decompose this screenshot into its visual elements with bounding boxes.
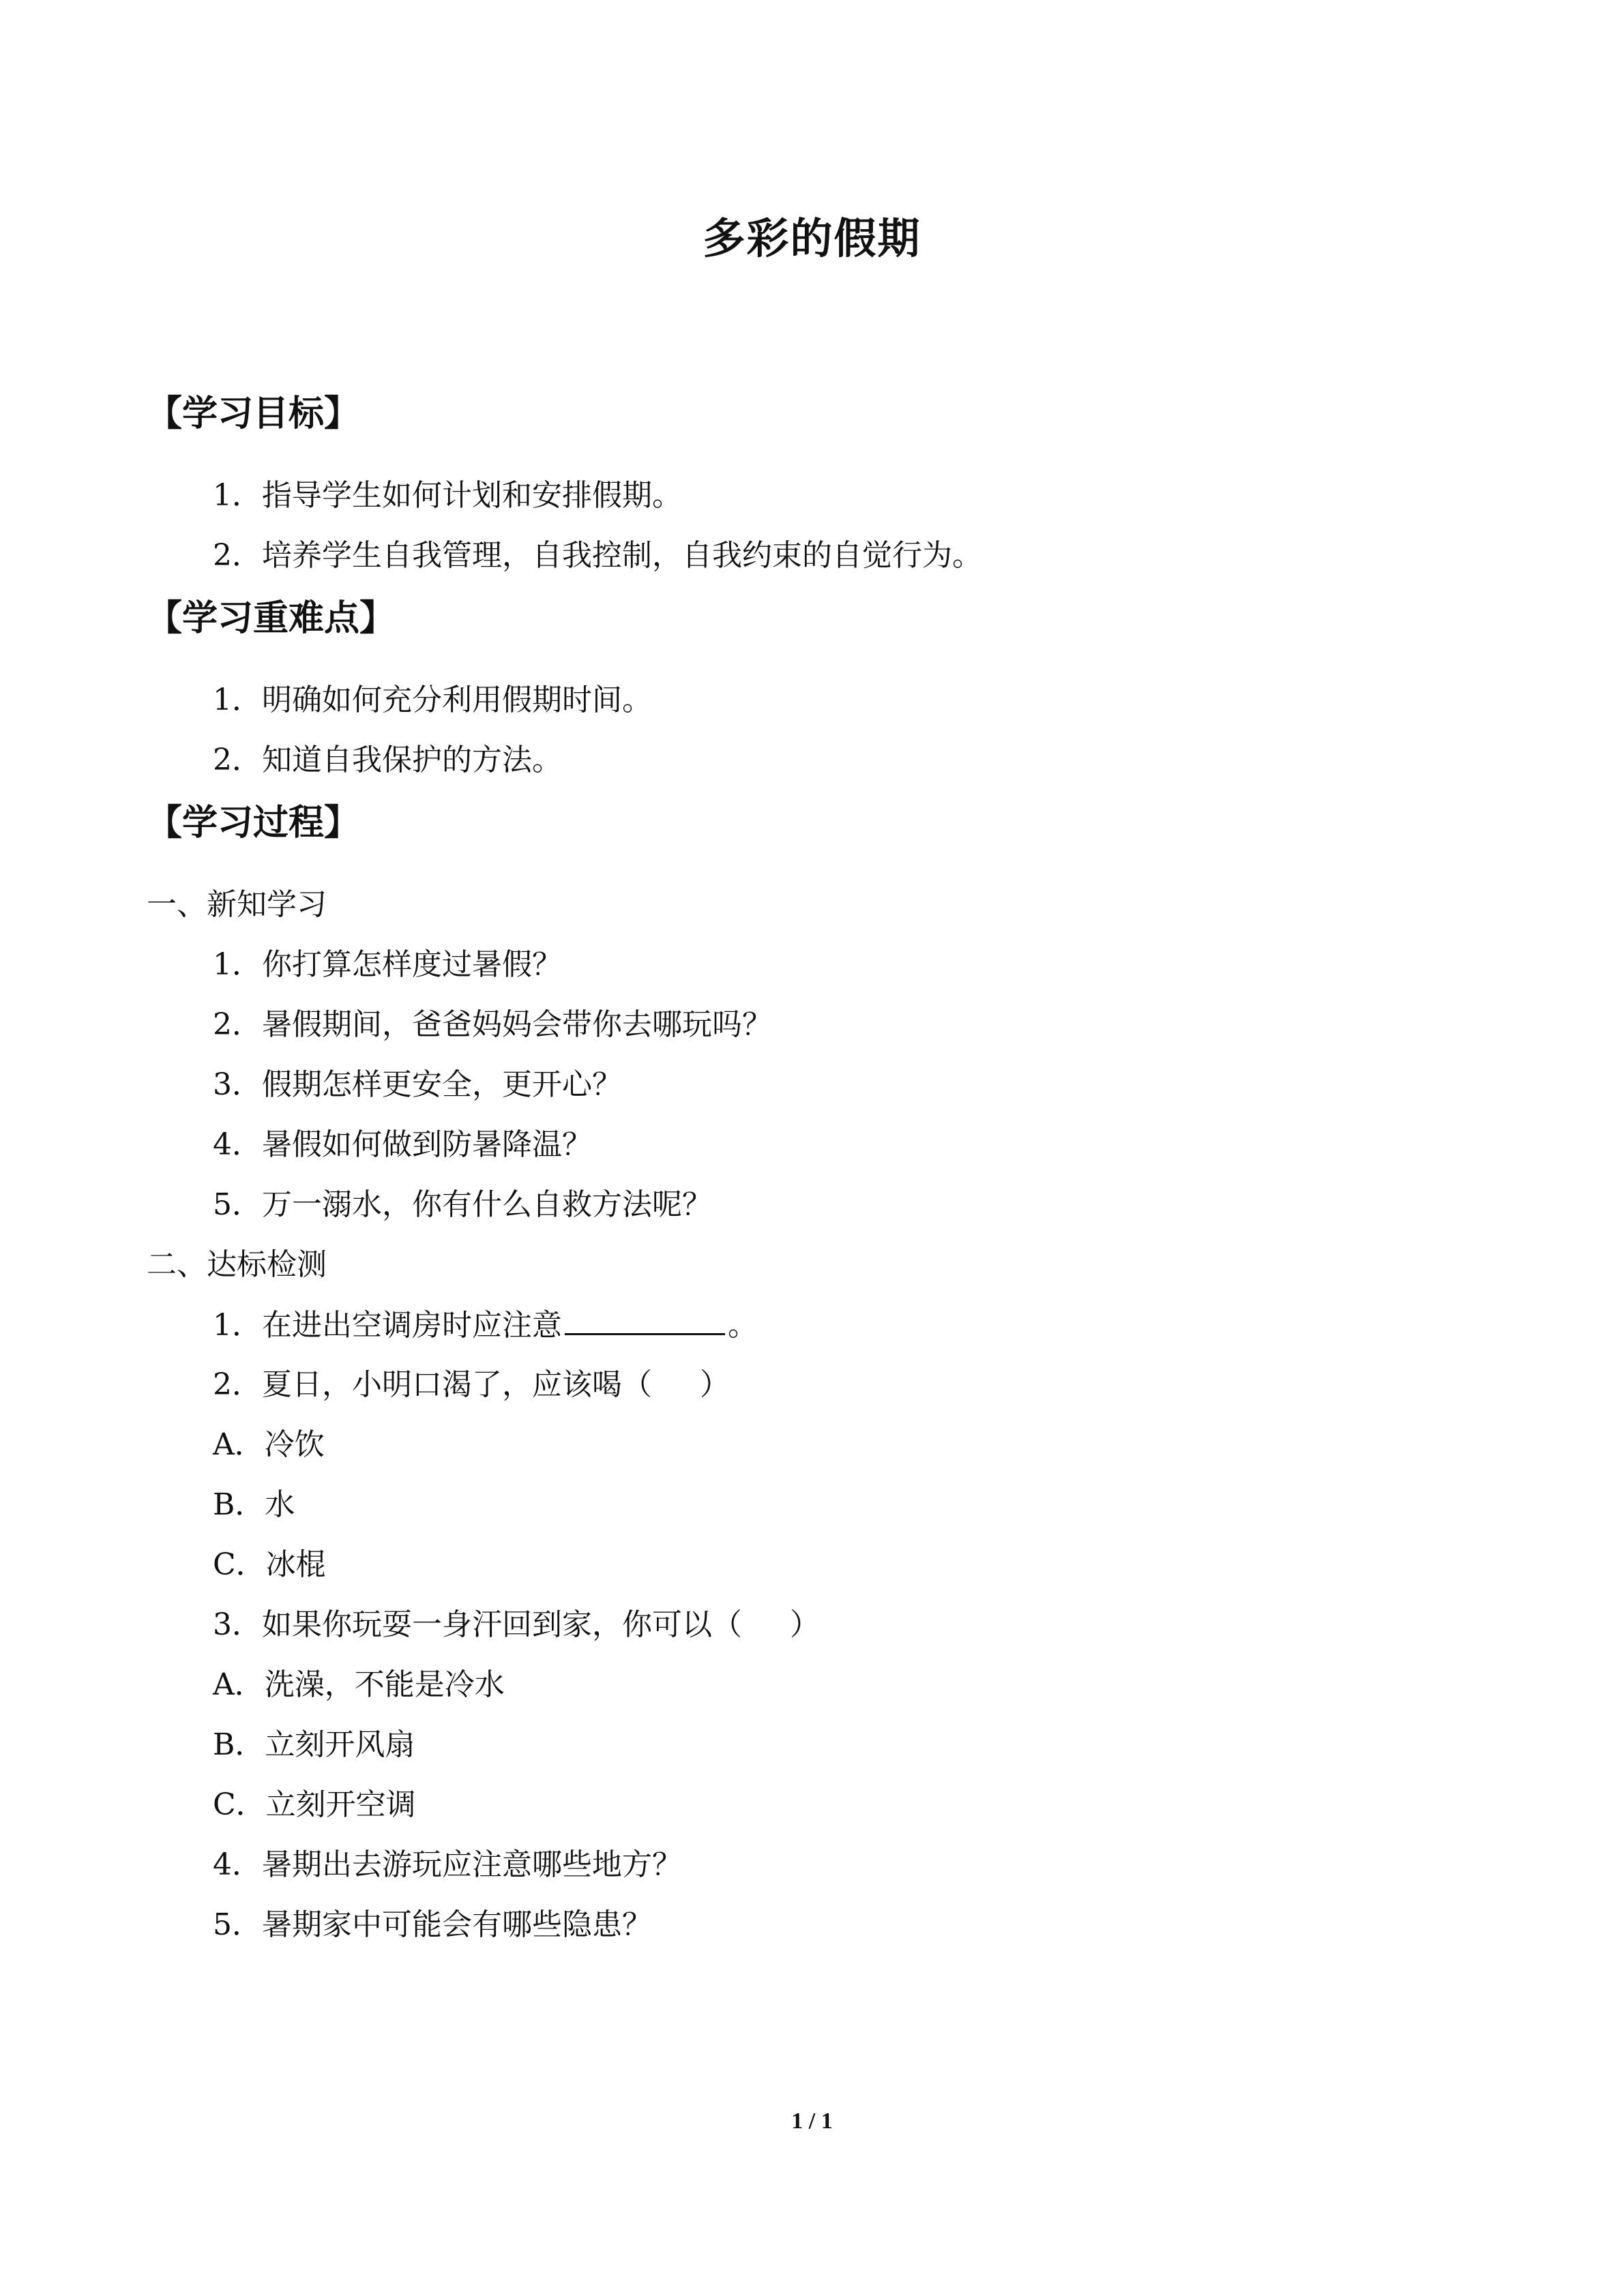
test-question-2-end: ） [700,1367,730,1402]
test-question-5: 5．暑期家中可能会有哪些隐患？ [213,1907,652,1942]
test-question-3-text: 3．如果你玩耍一身汗回到家，你可以（ [213,1607,742,1642]
part-label-new-knowledge: 一、新知学习 [147,887,327,922]
option-3c: C．立刻开空调 [213,1787,416,1822]
page-number: 1 / 1 [791,2108,833,2134]
question-item-5: 5．万一溺水，你有什么自救方法呢？ [213,1187,712,1222]
goal-item-2: 2．培养学生自我管理，自我控制，自我约束的自觉行为。 [213,538,982,573]
option-2a: A．冷饮 [213,1427,325,1462]
option-3a: A．洗澡，不能是冷水 [213,1667,505,1702]
option-3b: B．立刻开风扇 [213,1727,415,1762]
section-heading-goals: 【学习目标】 [147,393,360,434]
test-question-2 [213,1363,730,1407]
test-question-3-end: ） [790,1607,820,1642]
test-question-2-text: 2．夏日，小明口渴了，应该喝（ [213,1367,652,1402]
question-item-2: 2．暑假期间，爸爸妈妈会带你去哪玩吗？ [213,1007,772,1042]
keypoint-item-2: 2．知道自我保护的方法。 [213,743,562,777]
part-label-assessment: 二、达标检测 [147,1247,327,1282]
section-heading-process: 【学习过程】 [147,803,360,844]
test-question-1-text: 1．在进出空调房时应注意 [213,1308,562,1343]
goal-item-1: 1．指导学生如何计划和安排假期。 [213,478,682,513]
option-2c: C．冰棍 [213,1547,326,1582]
test-question-1 [213,1303,758,1347]
page-title: 多彩的假期 [703,213,921,263]
test-question-3 [213,1603,820,1647]
option-2b: B．水 [213,1487,295,1522]
section-heading-keypoints: 【学习重难点】 [147,598,396,639]
question-item-1: 1．你打算怎样度过暑假？ [213,947,562,982]
test-question-4: 4．暑期出去游玩应注意哪些地方？ [213,1847,682,1882]
fill-in-blank [565,1303,725,1335]
keypoint-item-1: 1．明确如何充分利用假期时间。 [213,683,652,717]
question-item-3: 3．假期怎样更安全，更开心？ [213,1067,622,1102]
question-item-4: 4．暑假如何做到防暑降温？ [213,1127,592,1162]
test-question-1-end: 。 [728,1308,758,1343]
